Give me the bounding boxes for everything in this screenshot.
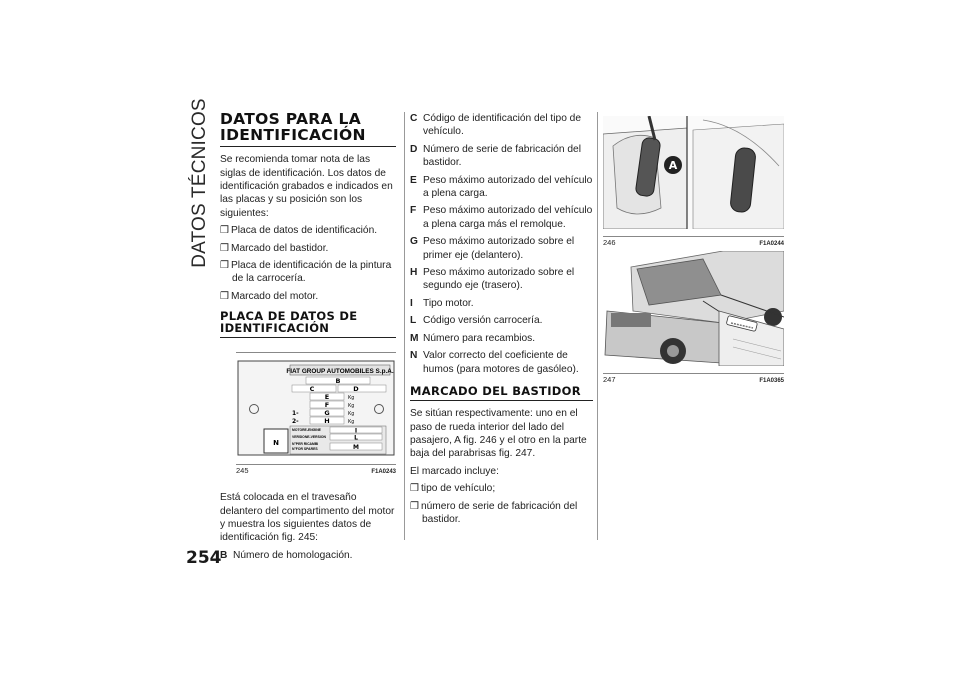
- definition-item: N Valor correcto del coeficiente de humos (para motores de gasóleo).: [410, 350, 579, 375]
- definition-item: B Número de homologación.: [220, 549, 353, 561]
- plate-small-label: N°FOR SPARES: [292, 447, 318, 452]
- figure-number: 246: [603, 238, 616, 247]
- definition-item: C Código de identificación del tipo de vehículo.: [410, 113, 582, 138]
- plate-letter-l: L: [354, 434, 358, 442]
- definition-item: G Peso máximo autorizado sobre el primer eje (delantero).: [410, 236, 575, 261]
- windshield-marking-illustration: [603, 251, 784, 366]
- bullet-item: ❒ tipo de vehículo;: [410, 483, 496, 495]
- figure-caption: [603, 236, 784, 247]
- checkbox-bullet-icon: ❒: [220, 259, 229, 271]
- plate-letter-n: N: [273, 439, 279, 448]
- figure-code: F1A0243: [371, 469, 396, 476]
- marker-a: A: [668, 159, 678, 172]
- plate-row-1: 1-: [292, 410, 299, 418]
- page-number: 254: [186, 548, 222, 568]
- definition-item: M Número para recambios.: [410, 332, 536, 344]
- plate-small-label: VERSIONE-VERSION: [292, 435, 326, 440]
- definition-item: L Código versión carrocería.: [410, 315, 543, 327]
- plate-small-label: MOTORE-ENGINE: [292, 428, 321, 433]
- checkbox-bullet-icon: ❒: [220, 242, 229, 254]
- heading-identification: DATOS PARA LA IDENTIFICACIÓN: [220, 110, 366, 144]
- figure-number: 245: [236, 466, 249, 476]
- heading-chassis-marking: MARCADO DEL BASTIDOR: [410, 383, 581, 398]
- bullet-item: ❒ Marcado del motor.: [220, 290, 319, 302]
- plate-kg: Kg: [348, 395, 355, 402]
- plate-letter-m: M: [353, 444, 359, 452]
- figure-caption: [236, 464, 396, 475]
- heading-rule: [220, 146, 396, 148]
- plate-letter-d: D: [353, 385, 359, 394]
- figure-number: 247: [603, 375, 616, 384]
- definition-item: I Tipo motor.: [410, 297, 474, 309]
- definition-item: H Peso máximo autorizado sobre el segundo eje (trasero).: [410, 267, 575, 292]
- heading-rule: [410, 400, 593, 402]
- plate-header: FIAT GROUP AUTOMOBILES S.p.A.: [286, 368, 394, 376]
- figure-code: F1A0365: [759, 378, 784, 384]
- column-2: [410, 112, 593, 530]
- chassis-includes-paragraph: El marcado incluye:: [410, 465, 499, 477]
- plate-row-2: 2-: [292, 418, 299, 426]
- bullet-item: ❒ Placa de identificación de la pintura de la carrocería.: [220, 259, 392, 285]
- definition-item: D Número de serie de fabricación del bastidor.: [410, 143, 581, 169]
- plate-location-paragraph: Está colocada en el travesaño delantero del compartimento del motor y muestra los siguientes datos de identificación fig. 245:: [220, 492, 395, 544]
- checkbox-bullet-icon: ❒: [220, 225, 229, 237]
- figure-code: F1A0244: [759, 241, 784, 247]
- plate-letter-i: I: [354, 427, 358, 435]
- heading-rule: [220, 337, 396, 339]
- plate-letter-f: F: [324, 401, 330, 410]
- chassis-location-paragraph: Se sitúan respectivamente: uno en el paso de rueda interior del lado del pasajero, A fig. 246 y el otro en la parte baja del parabrisas fig. 247.: [410, 408, 587, 460]
- column-divider: [597, 112, 598, 540]
- plate-kg: Kg: [348, 403, 355, 410]
- section-title: DATOS TÉCNICOS: [189, 98, 211, 268]
- wheel-arch-marking-illustration: [603, 116, 784, 229]
- plate-letter-h: H: [324, 417, 330, 426]
- identification-plate-illustration: [236, 359, 396, 457]
- bullet-item: ❒ Marcado del bastidor.: [220, 242, 329, 254]
- plate-kg: Kg: [348, 411, 355, 418]
- intro-paragraph: Se recomienda tomar nota de las siglas de identificación. Los datos de identificación grabados e indicados en las placas y su posición son los siguientes:: [220, 154, 393, 219]
- figure-245: [236, 352, 396, 475]
- figure-rule: [236, 352, 396, 353]
- plate-letter-b: B: [335, 377, 341, 386]
- definition-item: F Peso máximo autorizado del vehículo a plena carga más el remolque.: [410, 205, 593, 230]
- bullet-item: ❒ Placa de datos de identificación.: [220, 225, 378, 237]
- plate-letter-e: E: [324, 393, 330, 402]
- bullet-item: ❒ número de serie de fabricación del bastidor.: [410, 500, 578, 525]
- column-3: [603, 116, 784, 384]
- figure-247: [603, 251, 784, 384]
- definition-item: E Peso máximo autorizado del vehículo a plena carga.: [410, 174, 593, 200]
- plate-letter-c: C: [309, 385, 315, 394]
- plate-small-label: N°PER RICAMBI: [292, 442, 319, 447]
- checkbox-bullet-icon: ❒: [220, 290, 229, 302]
- column-divider: [404, 112, 405, 540]
- checkbox-bullet-icon: ❒: [410, 500, 419, 512]
- figure-caption: [603, 373, 784, 384]
- column-1: [220, 112, 396, 566]
- heading-plate: PLACA DE DATOS DE IDENTIFICACIÓN: [220, 309, 358, 335]
- item-key: B: [220, 549, 228, 561]
- figure-246: [603, 116, 784, 247]
- plate-kg: Kg: [348, 419, 355, 426]
- plate-letter-g: G: [324, 409, 330, 418]
- checkbox-bullet-icon: ❒: [410, 483, 419, 495]
